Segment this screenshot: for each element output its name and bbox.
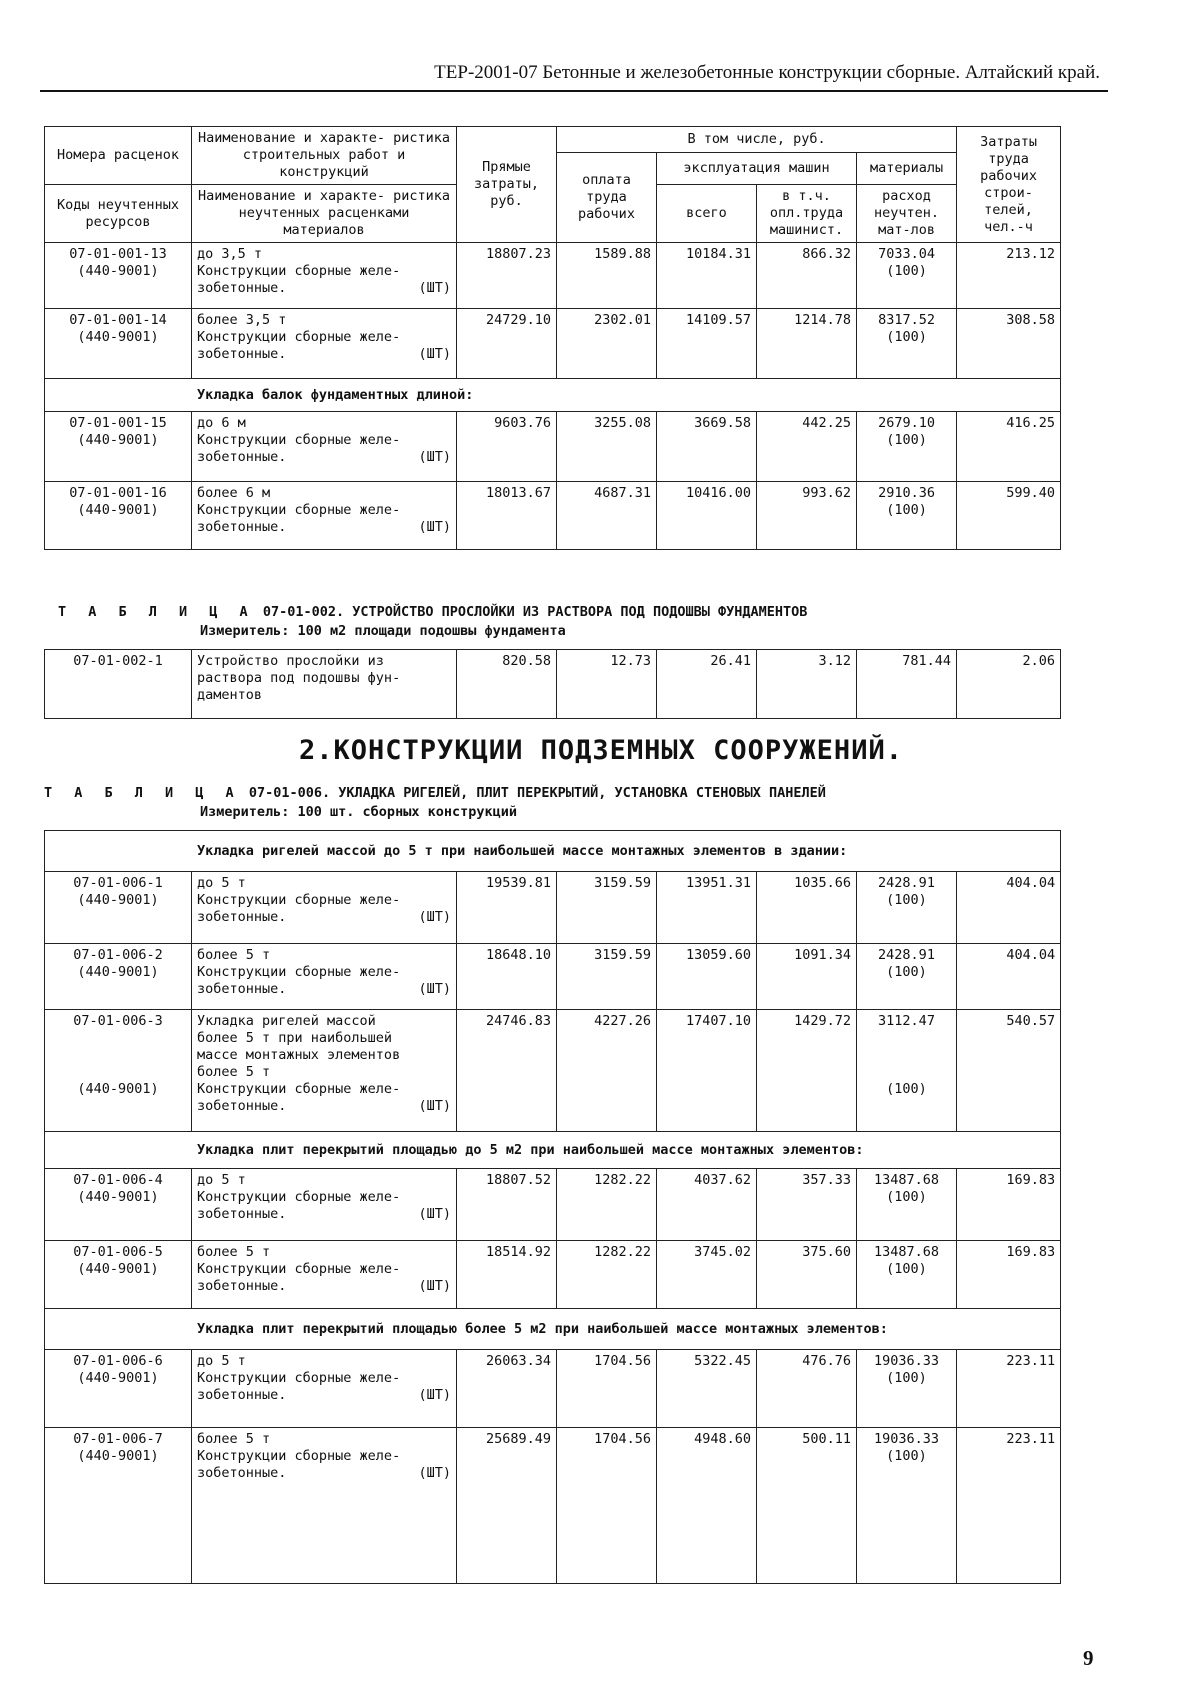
table-row: 07-01-006-6 (440-9001) до 5 т Конструкции сборные желе- зобетонные. (ШТ) 26063.34 1704.56 5322.45 476.76 19036.33 (100) 223.11 xyxy=(45,1350,1061,1428)
table-row: 07-01-001-14 (440-9001) более 3,5 т Конструкции сборные желе- зобетонные. (ШТ) 24729.10 2302.01 14109.57 1214.78 8317.52 (100) 308.58 xyxy=(45,309,1061,379)
table-meter-07-01-006: Измеритель: 100 шт. сборных конструкций xyxy=(200,804,517,820)
col-materials-consumption: расход неучтен. мат-лов xyxy=(857,185,957,243)
table-row: 07-01-001-13 (440-9001) до 3,5 т Конструкции сборные желе- зобетонные. (ШТ) 18807.23 1589.88 10184.31 866.32 7033.04 (100) 213.12 xyxy=(45,243,1061,309)
table-row: 07-01-006-1 (440-9001) до 5 т Конструкции сборные желе- зобетонные. (ШТ) 19539.81 3159.59 13951.31 1035.66 2428.91 (100) 404.04 xyxy=(45,872,1061,944)
table-row: 07-01-002-1 Устройство прослойки из раствора под подошвы фун- даментов 820.58 12.73 26.41 3.12 781.44 2.06 xyxy=(45,650,1061,719)
col-code-bottom: Коды неучтенных ресурсов xyxy=(45,185,192,243)
subheader-row xyxy=(45,1132,1061,1169)
section-title: 2.КОНСТРУКЦИИ ПОДЗЕМНЫХ СООРУЖЕНИЙ. xyxy=(299,735,903,766)
col-code-top: Номера расценок xyxy=(45,127,192,185)
rates-table-07-01-006 xyxy=(44,830,1061,1584)
table-meter-07-01-002: Измеритель: 100 м2 площади подошвы фундамента xyxy=(200,623,566,639)
subheader-girders: Укладка ригелей массой до 5 т при наибольшей массе монтажных элементов в здании: xyxy=(45,831,1061,872)
running-header: ТЕР-2001-07 Бетонные и железобетонные конструкции сборные. Алтайский край. xyxy=(434,62,1100,83)
subheader-row xyxy=(45,1309,1061,1350)
subheader-foundation-beams: Укладка балок фундаментных длиной: xyxy=(45,379,1061,412)
table-row: 07-01-001-15 (440-9001) до 6 м Конструкции сборные желе- зобетонные. (ШТ) 9603.76 3255.08 3669.58 442.25 2679.10 (100) 416.25 xyxy=(45,412,1061,482)
table-row: 07-01-006-5 (440-9001) более 5 т Конструкции сборные желе- зобетонные. (ШТ) 18514.92 1282.22 3745.02 375.60 13487.68 (100) 169.83 xyxy=(45,1241,1061,1309)
col-wages: оплата труда рабочих xyxy=(557,153,657,243)
table-row: 07-01-006-2 (440-9001) более 5 т Конструкции сборные желе- зобетонные. (ШТ) 18648.10 3159.59 13059.60 1091.34 2428.91 (100) 404.04 xyxy=(45,944,1061,1010)
col-machines: эксплуатация машин xyxy=(657,153,857,185)
subheader-row xyxy=(45,831,1061,872)
subheader-slabs-small: Укладка плит перекрытий площадью до 5 м2 при наибольшей массе монтажных элементов: xyxy=(45,1132,1061,1169)
col-name-top: Наименование и характе- ристика строительных работ и конструкций xyxy=(192,127,457,185)
col-direct: Прямые затраты, руб. xyxy=(457,127,557,243)
table-row: 07-01-006-4 (440-9001) до 5 т Конструкции сборные желе- зобетонные. (ШТ) 18807.52 1282.22 4037.62 357.33 13487.68 (100) 169.83 xyxy=(45,1169,1061,1241)
col-machines-wages: в т.ч. опл.труда машинист. xyxy=(757,185,857,243)
col-incl: В том числе, руб. xyxy=(557,127,957,153)
col-machines-total: всего xyxy=(657,185,757,243)
table-row: 07-01-001-16 (440-9001) более 6 м Конструкции сборные желе- зобетонные. (ШТ) 18013.67 4687.31 10416.00 993.62 2910.36 (100) 599.40 xyxy=(45,482,1061,550)
subheader-row xyxy=(45,379,1061,412)
rates-table-07-01-002 xyxy=(44,649,1061,719)
table-row: 07-01-006-3 (440-9001) Укладка ригелей массой более 5 т при наибольшей массе монтажных элементов более 5 т Конструкции сборные желе- зобетонные. (ШТ) 24746.83 4227.26 17407.10 1429.72 3112.47 (100) 540.57 xyxy=(45,1010,1061,1132)
table-row: 07-01-006-7 (440-9001) более 5 т Конструкции сборные желе- зобетонные. (ШТ) 25689.49 1704.56 4948.60 500.11 19036.33 (100) 223.11 xyxy=(45,1428,1061,1584)
subheader-slabs-large: Укладка плит перекрытий площадью более 5 м2 при наибольшей массе монтажных элементов: xyxy=(45,1309,1061,1350)
rates-table-07-01-001 xyxy=(44,126,1061,550)
table-caption-07-01-006: Т А Б Л И Ц А 07-01-006. УКЛАДКА РИГЕЛЕЙ, ПЛИТ ПЕРЕКРЫТИЙ, УСТАНОВКА СТЕНОВЫХ ПАНЕЛЕЙ xyxy=(44,785,826,801)
table-caption-07-01-002: Т А Б Л И Ц А 07-01-002. УСТРОЙСТВО ПРОСЛОЙКИ ИЗ РАСТВОРА ПОД ПОДОШВЫ ФУНДАМЕНТОВ xyxy=(58,604,808,620)
col-materials: материалы xyxy=(857,153,957,185)
header-rule xyxy=(40,90,1108,92)
col-name-bottom: Наименование и характе- ристика неучтенных расценками материалов xyxy=(192,185,457,243)
page-number: 9 xyxy=(1083,1646,1094,1670)
col-labor: Затраты труда рабочих строи- телей, чел.-ч xyxy=(957,127,1061,243)
